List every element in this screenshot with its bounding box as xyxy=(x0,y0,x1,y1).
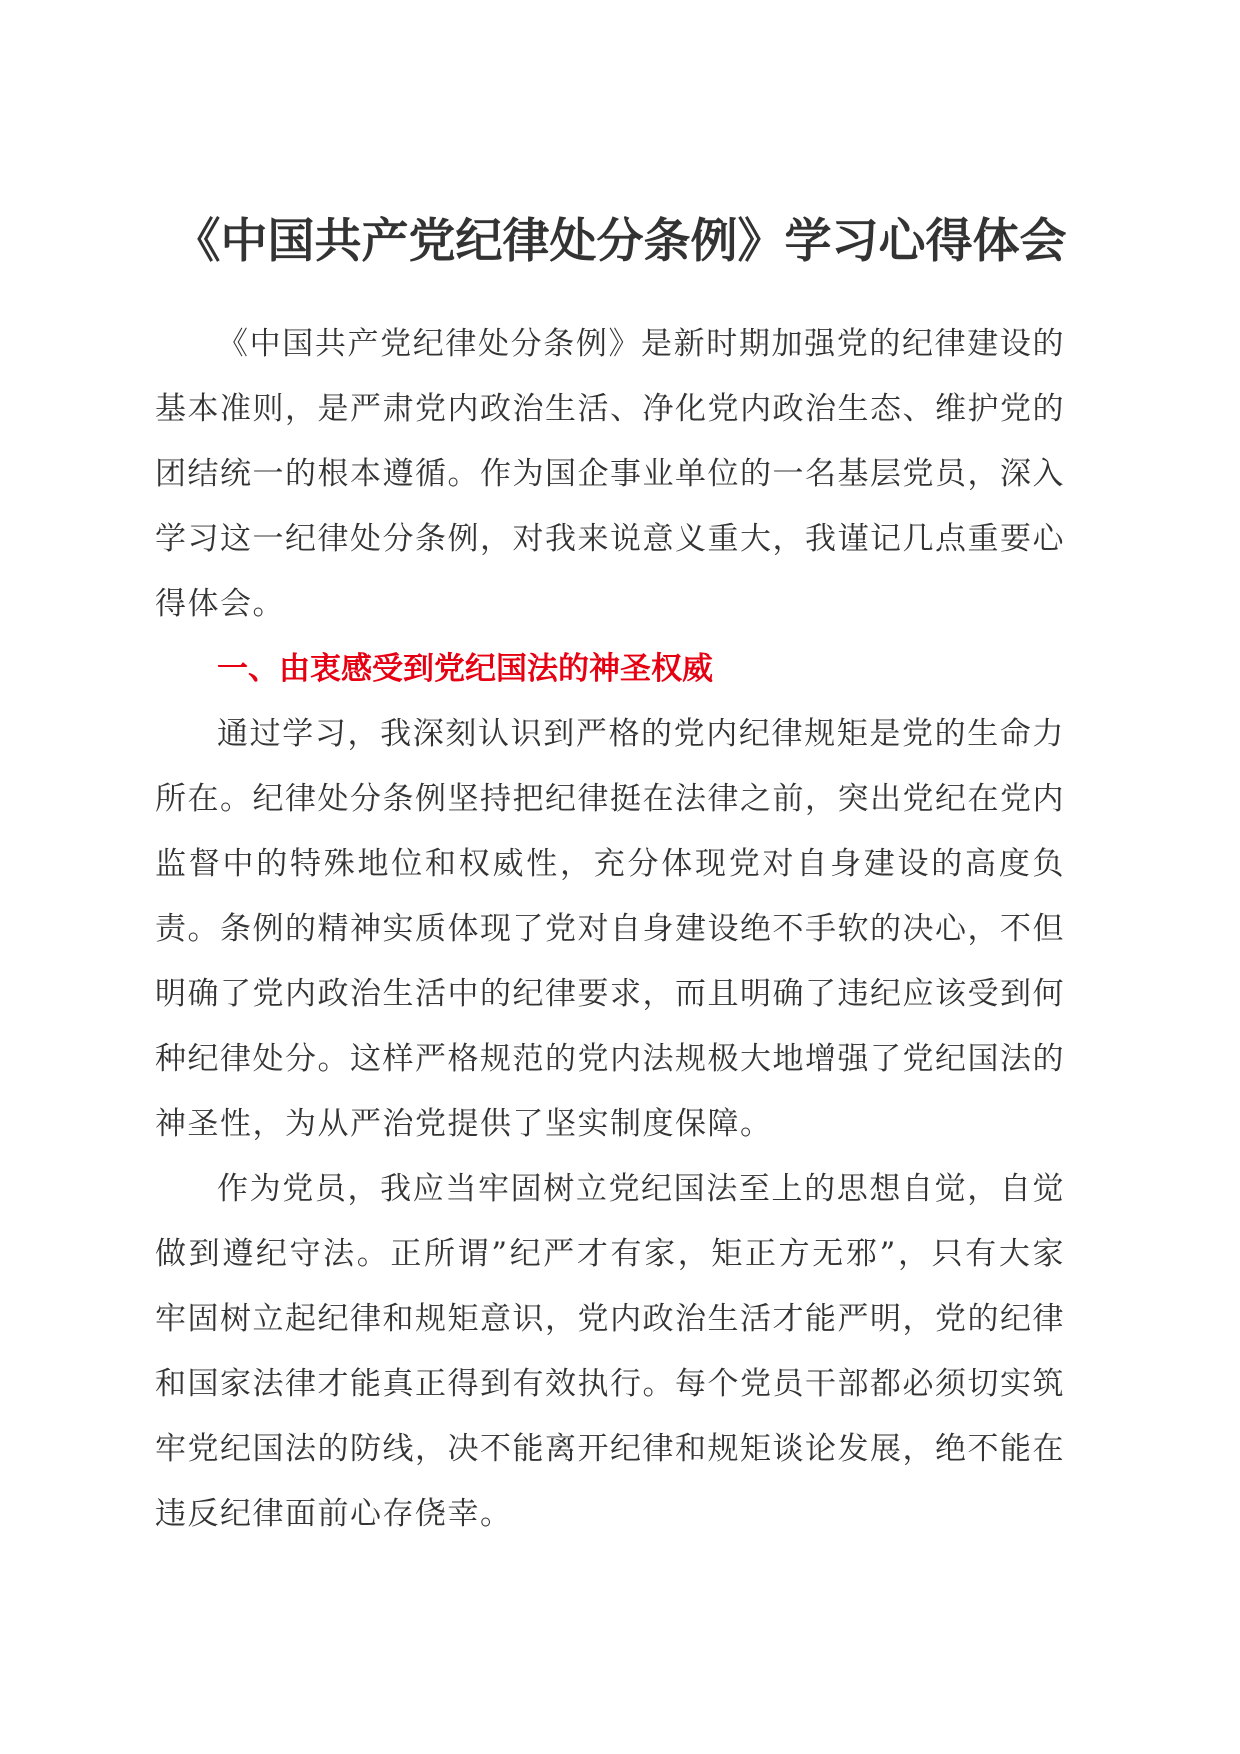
document-body xyxy=(155,312,1065,1547)
document-title: 《中国共产党纪律处分条例》学习心得体会 xyxy=(173,214,1067,269)
intro-paragraph: 《中国共产党纪律处分条例》是新时期加强党的纪律建设的基本准则，是严肃党内政治生活、净化党内政治生态、维护党的团结统一的根本遵循。作为国企事业单位的一名基层党员，深入学习这一纪律处分条例，对我来说意义重大，我谨记几点重要心得体会。 xyxy=(155,326,1065,622)
body-paragraph: 通过学习，我深刻认识到严格的党内纪律规矩是党的生命力所在。纪律处分条例坚持把纪律挺在法律之前，突出党纪在党内监督中的特殊地位和权威性，充分体现党对自身建设的高度负责。条例的精神实质体现了党对自身建设绝不手软的决心，不但明确了党内政治生活中的纪律要求，而且明确了违纪应该受到何种纪律处分。这样严格规范的党内法规极大地增强了党纪国法的神圣性，为从严治党提供了坚实制度保障。 xyxy=(155,716,1065,1142)
body-paragraph: 作为党员，我应当牢固树立党纪国法至上的思想自觉，自觉做到遵纪守法。正所谓”纪严才有家，矩正方无邪”，只有大家牢固树立起纪律和规矩意识，党内政治生活才能严明，党的纪律和国家法律才能真正得到有效执行。每个党员干部都必须切实筑牢党纪国法的防线，决不能离开纪律和规矩谈论发展，绝不能在违反纪律面前心存侥幸。 xyxy=(155,1171,1065,1532)
section-heading: 一、由衷感受到党纪国法的神圣权威 xyxy=(217,651,713,687)
